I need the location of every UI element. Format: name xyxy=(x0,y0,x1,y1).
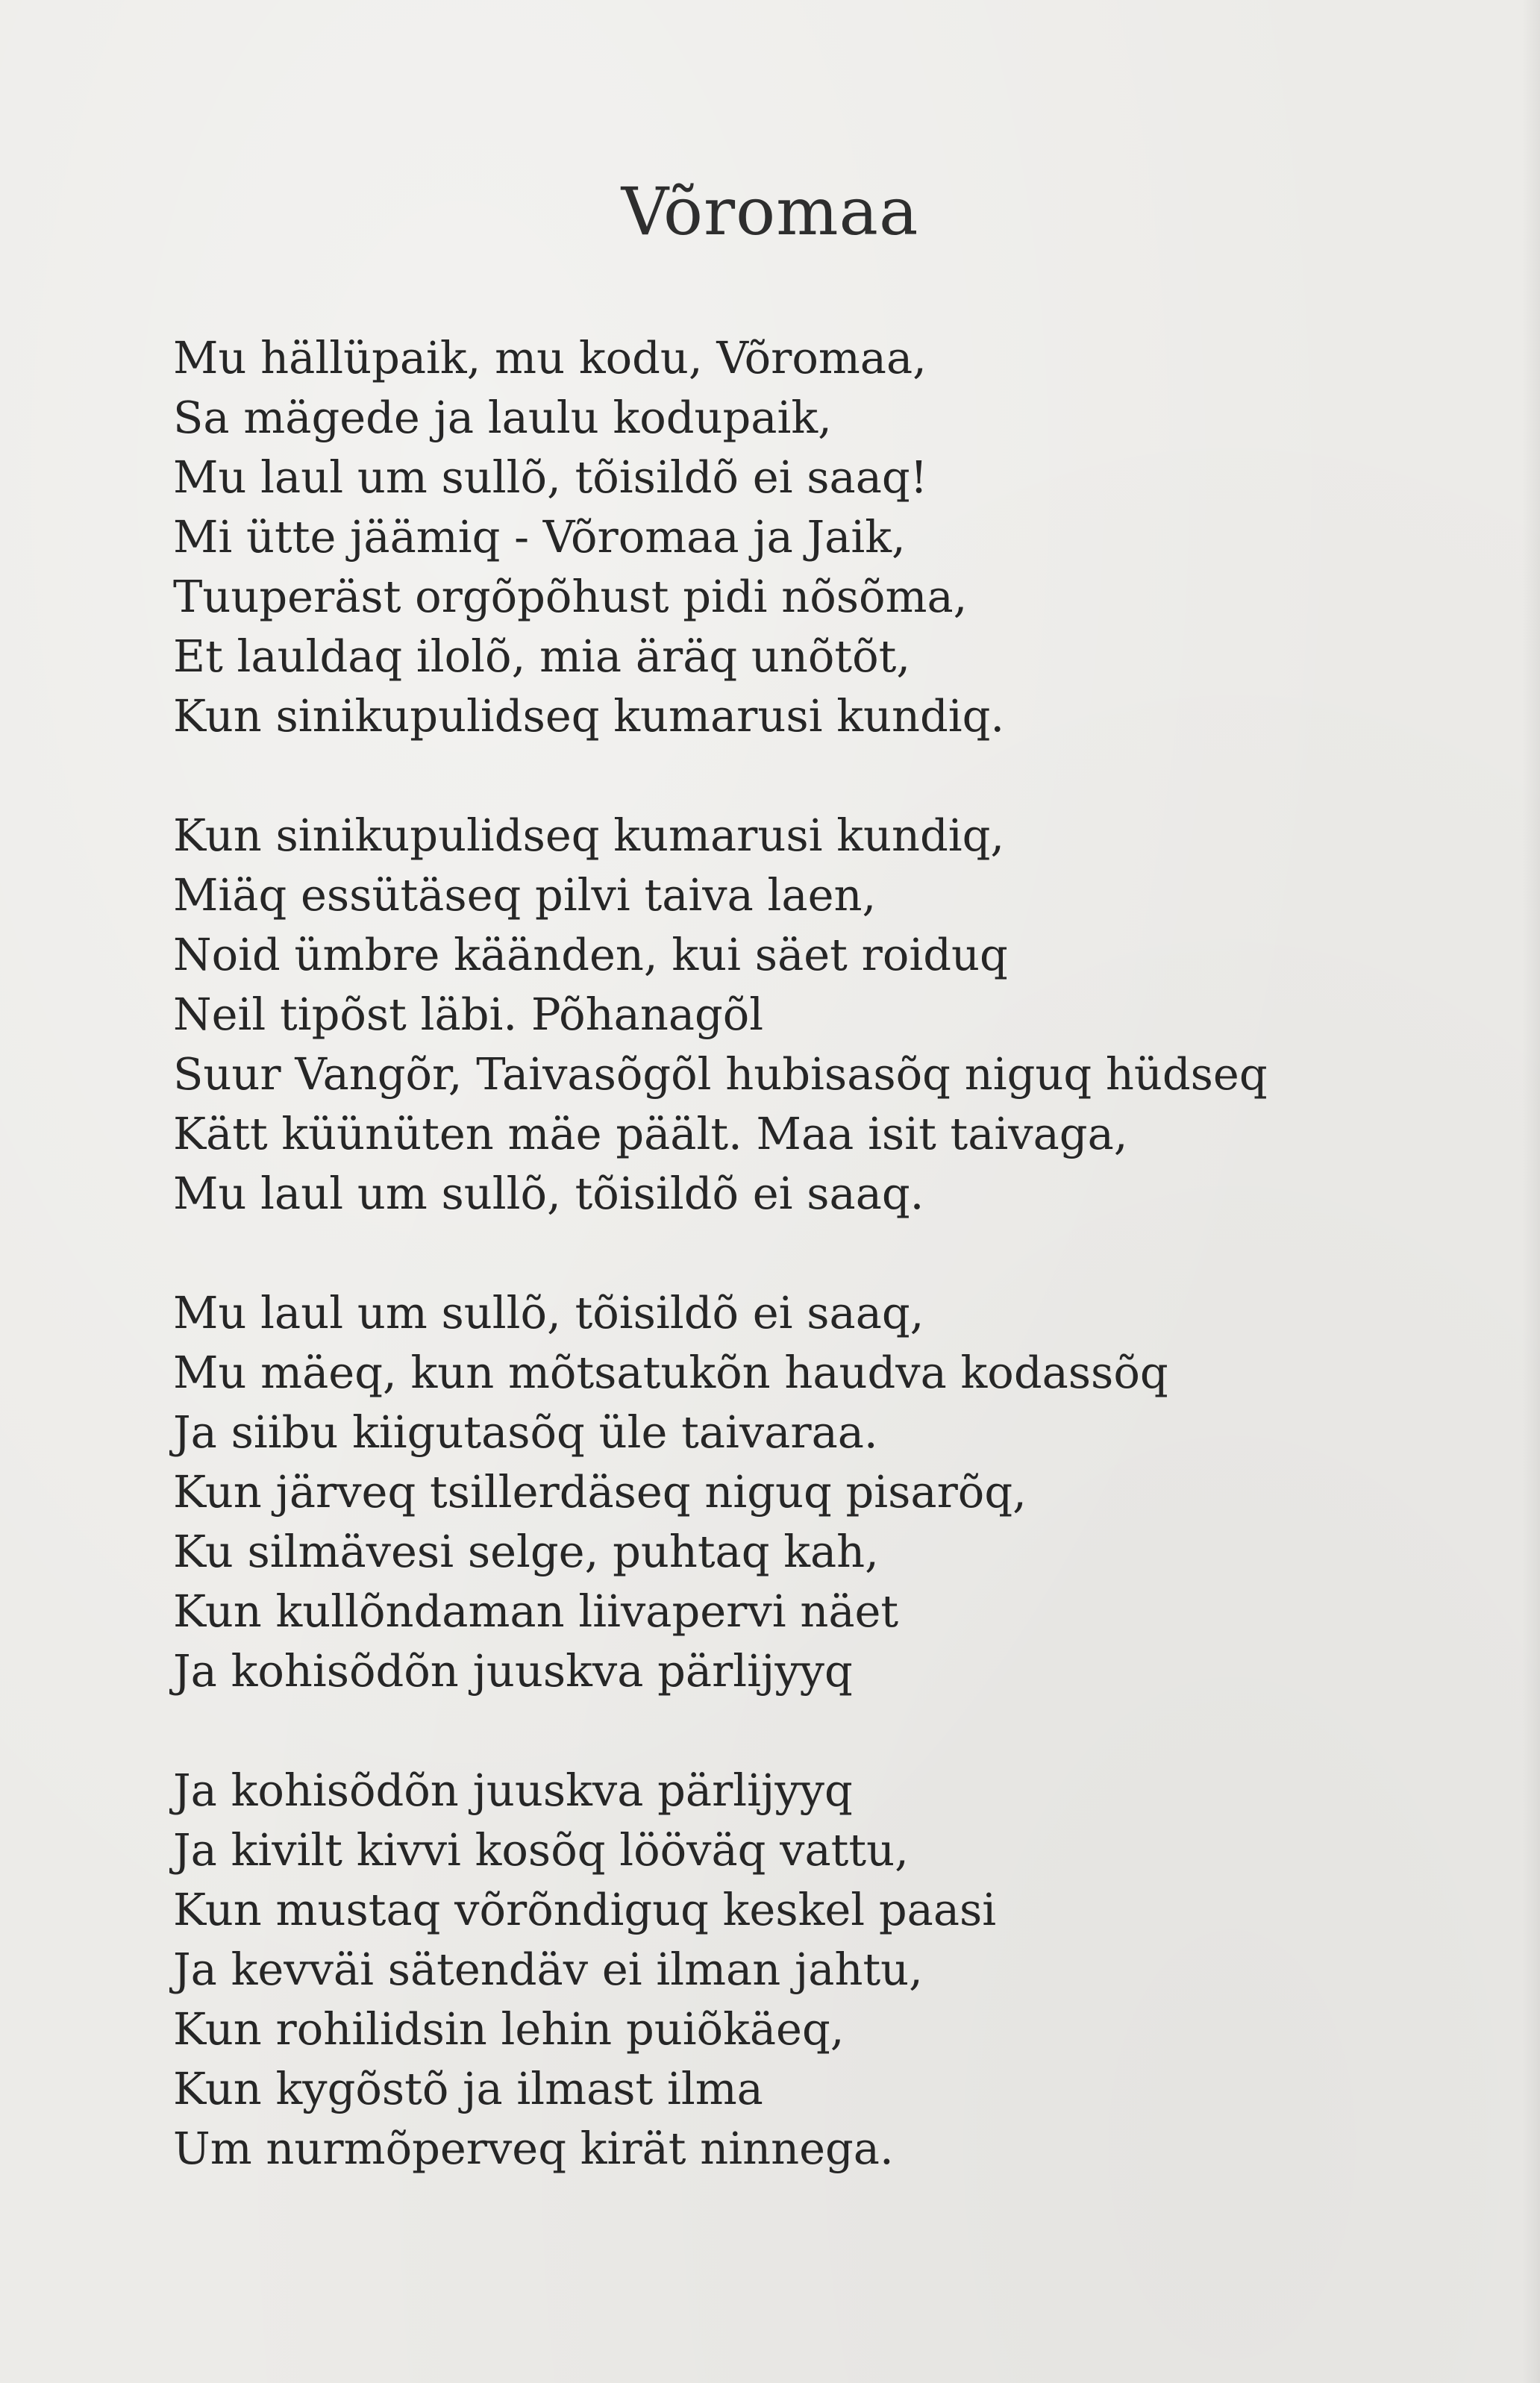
poem-line: Ja kevväi sätendäv ei ilman jahtu, xyxy=(173,1944,923,1995)
poem-line: Ja kohisõdõn juuskva pärlijyyq xyxy=(173,1645,853,1697)
stanza-2 xyxy=(173,806,1397,1224)
poem-line: Tuuperäst orgõpõhust pidi nõsõma, xyxy=(173,571,968,622)
poem-line: Mu laul um sullõ, tõisildõ ei saaq! xyxy=(173,451,928,503)
poem-line: Mu hällüpaik, mu kodu, Võromaa, xyxy=(173,332,927,383)
poem-line: Um nurmõperveq kirät ninnega. xyxy=(173,2123,894,2174)
poem-line: Neil tipõst läbi. Põhanagõl xyxy=(173,989,764,1040)
poem-line: Kun sinikupulidseq kumarusi kundiq. xyxy=(173,690,1005,742)
poem-line: Mu laul um sullõ, tõisildõ ei saaq. xyxy=(173,1168,924,1219)
stanza-3 xyxy=(173,1283,1397,1701)
poem-line: Kun kullõndaman liivapervi näet xyxy=(173,1585,899,1637)
poem-line: Et lauldaq ilolõ, mia äräq unõtõt, xyxy=(173,630,911,682)
poem-line: Kun kygõstõ ja ilmast ilma xyxy=(173,2063,763,2114)
poem-line: Noid ümbre käänden, kui säet roiduq xyxy=(173,929,1008,980)
poem-line: Suur Vangõr, Taivasõgõl hubisasõq niguq hüdseq xyxy=(173,1048,1268,1100)
poem-line: Ja kivilt kivvi kosõq lööväq vattu, xyxy=(173,1824,909,1876)
poem-line: Mi ütte jäämiq - Võromaa ja Jaik, xyxy=(173,511,906,563)
stanza-4 xyxy=(173,1761,1397,2179)
stanza-1 xyxy=(173,328,1397,746)
poem-line: Mu mäeq, kun mõtsatukõn haudva kodassõq xyxy=(173,1347,1168,1398)
poem-line: Kun sinikupulidseq kumarusi kundiq, xyxy=(173,810,1005,861)
poem-body xyxy=(173,328,1397,2238)
poem-line: Kun rohilidsin lehin puiõkäeq, xyxy=(173,2003,845,2055)
poem-line: Mu laul um sullõ, tõisildõ ei saaq, xyxy=(173,1287,924,1338)
poem-line: Ja kohisõdõn juuskva pärlijyyq xyxy=(173,1764,853,1816)
poem-line: Sa mägede ja laulu kodupaik, xyxy=(173,392,832,443)
poem-line: Kun järveq tsillerdäseq niguq pisarõq, xyxy=(173,1466,1027,1518)
poem-title: Võromaa xyxy=(621,173,919,250)
poem-line: Ja siibu kiigutasõq üle taivaraa. xyxy=(173,1406,878,1458)
poem-line: Kun mustaq võrõndiguq keskel paasi xyxy=(173,1884,997,1935)
page-edge-shadow xyxy=(1522,0,1540,2383)
poem-line: Miäq essütäseq pilvi taiva laen, xyxy=(173,869,877,921)
poem-line: Ku silmävesi selge, puhtaq kah, xyxy=(173,1526,879,1577)
poem-line: Kätt küünüten mäe päält. Maa isit taivaga, xyxy=(173,1108,1128,1159)
